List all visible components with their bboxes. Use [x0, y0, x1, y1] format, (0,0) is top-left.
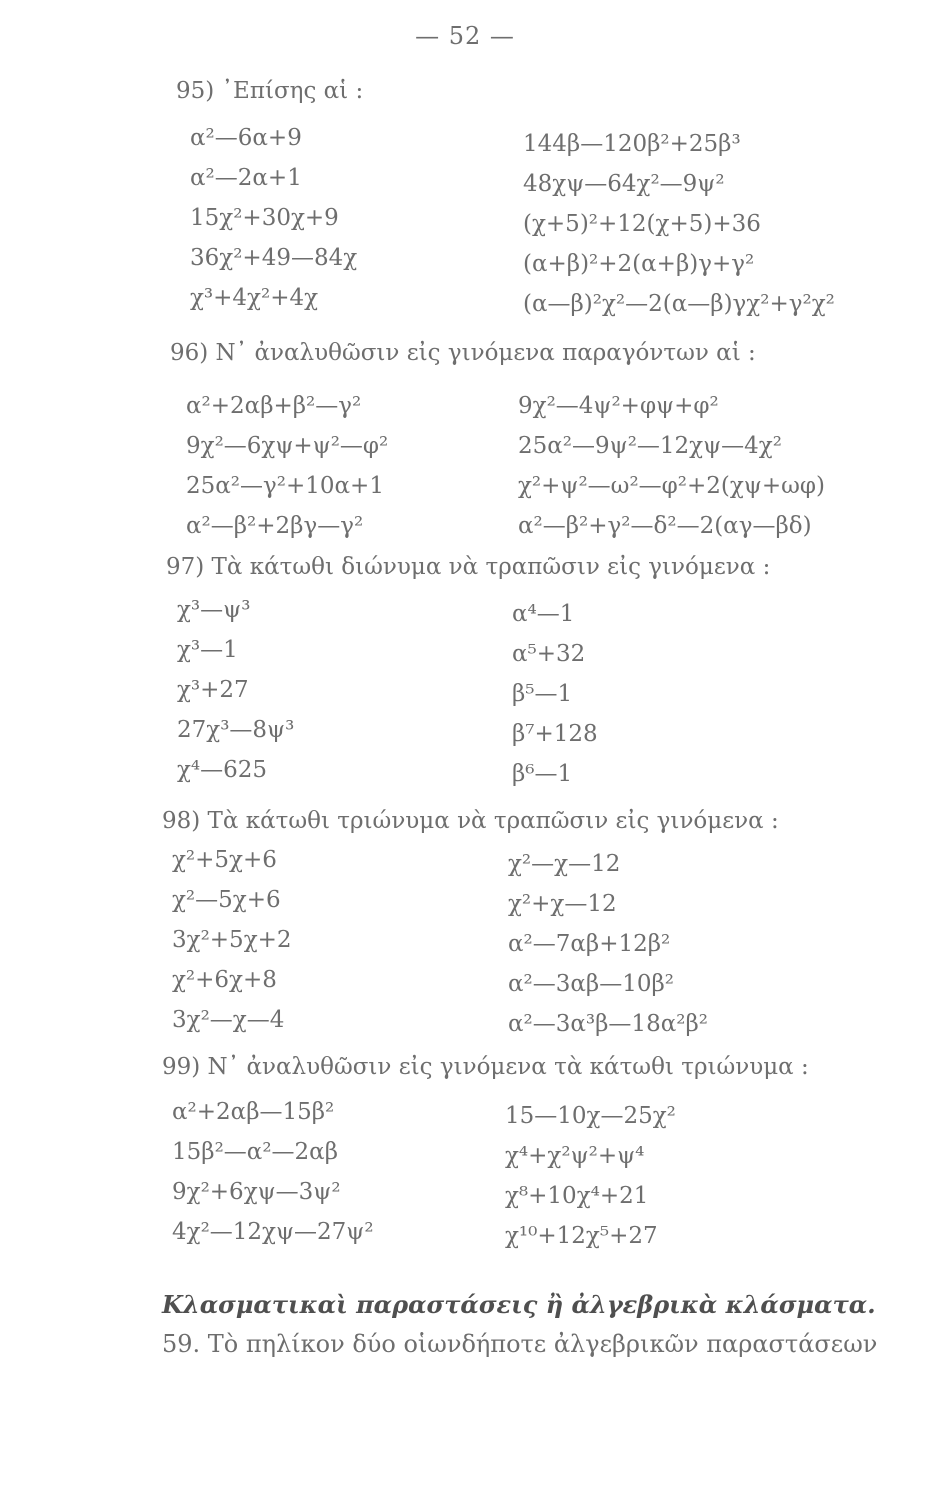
expression: β⁵—1 [512, 681, 573, 707]
expression: 27χ³—8ψ³ [177, 717, 295, 743]
expression: 25α²—γ²+10α+1 [186, 473, 384, 499]
expression: (α—β)²χ²—2(α—β)γχ²+γ²χ² [523, 291, 835, 317]
expression: 4χ²—12χψ—27ψ² [172, 1219, 374, 1245]
problem-95-heading: 95) ᾿Επίσης αἱ : [176, 78, 364, 104]
expression: χ⁸+10χ⁴+21 [505, 1183, 649, 1209]
expression: 48χψ—64χ²—9ψ² [523, 171, 725, 197]
page-number: — 52 — [415, 22, 515, 50]
expression: χ¹⁰+12χ⁵+27 [505, 1223, 658, 1249]
expression: χ²—5χ+6 [172, 887, 281, 913]
problem-95-left-column [190, 118, 357, 318]
expression: χ⁴+χ²ψ²+ψ⁴ [505, 1143, 645, 1169]
problem-99-left-column [172, 1092, 374, 1252]
expression: 144β—120β²+25β³ [523, 131, 741, 157]
paragraph-59: 59. Τὸ πηλίκον δύο οἱωνδήποτε ἀλγεβρικῶν παραστάσεων [162, 1330, 878, 1358]
problem-97-left-column [177, 590, 294, 790]
expression: χ²—χ—12 [508, 851, 621, 877]
problem-98-right-column [508, 844, 708, 1044]
expression: χ³+4χ²+4χ [190, 285, 319, 311]
expression: 9χ²—6χψ+ψ²—φ² [186, 433, 389, 459]
problem-95-right-column [523, 124, 835, 324]
problem-99-heading: 99) Ν᾿ ἀναλυθῶσιν εἰς γινόμενα τὰ κάτωθι τριώνυμα : [162, 1054, 809, 1080]
expression: α²+2αβ+β²—γ² [186, 393, 362, 419]
problem-97-right-column [512, 594, 598, 794]
expression: α²—6α+9 [190, 125, 302, 151]
expression: χ²+6χ+8 [172, 967, 277, 993]
expression: 3χ²+5χ+2 [172, 927, 292, 953]
expression: 36χ²+49—84χ [190, 245, 358, 271]
expression: χ³—ψ³ [177, 597, 251, 623]
expression: α²—β²+γ²—δ²—2(αγ—βδ) [518, 513, 812, 539]
problem-96-left-column [186, 386, 388, 546]
expression: χ⁴—625 [177, 757, 268, 783]
section-title: Κλασματικαὶ παραστάσεις ἢ ἀλγεβρικὰ κλάσματα. [162, 1290, 876, 1319]
expression: α²—3α³β—18α²β² [508, 1011, 708, 1037]
expression: χ²+ψ²—ω²—φ²+2(χψ+ωφ) [518, 473, 825, 499]
expression: 9χ²+6χψ—3ψ² [172, 1179, 341, 1205]
expression: α²—2α+1 [190, 165, 302, 191]
expression: (α+β)²+2(α+β)γ+γ² [523, 251, 755, 277]
problem-97-heading: 97) Τὰ κάτωθι διώνυμα νὰ τραπῶσιν εἰς γινόμενα : [166, 554, 771, 580]
expression: χ²+χ—12 [508, 891, 617, 917]
expression: α²+2αβ—15β² [172, 1099, 335, 1125]
expression: 25α²—9ψ²—12χψ—4χ² [518, 433, 782, 459]
expression: 15β²—α²—2αβ [172, 1139, 338, 1165]
problem-98-left-column [172, 840, 292, 1040]
problem-99-right-column [505, 1096, 676, 1256]
expression: 15—10χ—25χ² [505, 1103, 676, 1129]
expression: χ²+5χ+6 [172, 847, 277, 873]
expression: χ³—1 [177, 637, 238, 663]
expression: α⁴—1 [512, 601, 575, 627]
expression: β⁷+128 [512, 721, 598, 747]
problem-98-heading: 98) Τὰ κάτωθι τριώνυμα νὰ τραπῶσιν εἰς γινόμενα : [162, 808, 779, 834]
expression: β⁶—1 [512, 761, 573, 787]
expression: α²—7αβ+12β² [508, 931, 671, 957]
expression: (χ+5)²+12(χ+5)+36 [523, 211, 761, 237]
expression: χ³+27 [177, 677, 249, 703]
problem-96-right-column [518, 386, 825, 546]
expression: 9χ²—4ψ²+φψ+φ² [518, 393, 719, 419]
expression: 3χ²—χ—4 [172, 1007, 285, 1033]
expression: 15χ²+30χ+9 [190, 205, 339, 231]
expression: α²—β²+2βγ—γ² [186, 513, 364, 539]
problem-96-heading: 96) Ν᾿ ἀναλυθῶσιν εἰς γινόμενα παραγόντων αἱ : [170, 340, 756, 366]
expression: α⁵+32 [512, 641, 586, 667]
expression: α²—3αβ—10β² [508, 971, 674, 997]
